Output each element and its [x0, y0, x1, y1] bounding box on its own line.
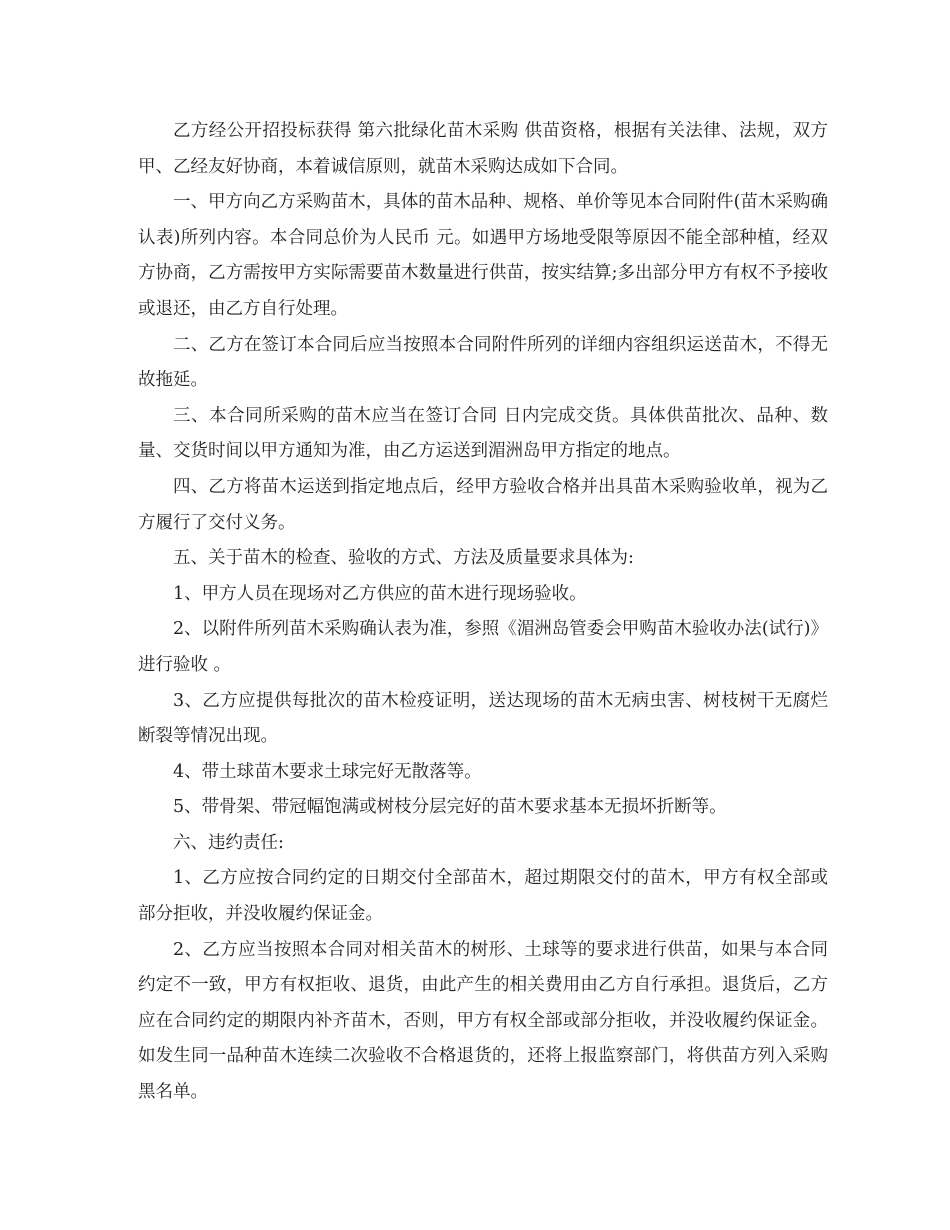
paragraph-clause-1: 一、甲方向乙方采购苗木，具体的苗木品种、规格、单价等见本合同附件(苗木采购确认表)所列内容。本合同总价为人民币 元。如遇甲方场地受限等原因不能全部种植，经双方协商，乙方需按甲方实际需要苗木数量进行供苗，按实结算;多出部分甲方有权不予接收或退还，由乙方自行处理。	[138, 192, 828, 319]
paragraph-clause-5-item-3: 3、乙方应提供每批次的苗木检疫证明，送达现场的苗木无病虫害、树枝树干无腐烂断裂等情况出现。	[138, 690, 828, 747]
contract-body	[138, 114, 828, 1111]
paragraph-clause-6-item-1: 1、乙方应按合同约定的日期交付全部苗木，超过期限交付的苗木，甲方有权全部或部分拒收，并没收履约保证金。	[138, 868, 828, 925]
paragraph-clause-6-heading: 六、违约责任:	[173, 832, 284, 853]
paragraph-clause-5-item-1: 1、甲方人员在现场对乙方供应的苗木进行现场验收。	[173, 583, 587, 604]
paragraph-clause-5-heading: 五、关于苗木的检查、验收的方式、方法及质量要求具体为:	[173, 548, 634, 569]
paragraph-clause-5-item-4: 4、带土球苗木要求土球完好无散落等。	[173, 761, 482, 782]
paragraph-clause-3: 三、本合同所采购的苗木应当在签订合同 日内完成交货。具体供苗批次、品种、数量、交货时间以甲方通知为准，由乙方运送到湄洲岛甲方指定的地点。	[138, 405, 828, 462]
paragraph-clause-4: 四、乙方将苗木运送到指定地点后，经甲方验收合格并出具苗木采购验收单，视为乙方履行了交付义务。	[138, 476, 828, 533]
paragraph-clause-5-item-5: 5、带骨架、带冠幅饱满或树枝分层完好的苗木要求基本无损坏折断等。	[173, 797, 727, 818]
paragraph-clause-6-item-2: 2、乙方应当按照本合同对相关苗木的树形、土球等的要求进行供苗，如果与本合同约定不一致，甲方有权拒收、退货，由此产生的相关费用由乙方自行承担。退货后，乙方应在合同约定的期限内补齐苗木，否则，甲方有权全部或部分拒收，并没收履约保证金。如发生同一品种苗木连续二次验收不合格退货的，还将上报监察部门，将供苗方列入采购黑名单。	[138, 939, 828, 1103]
paragraph-preamble: 乙方经公开招投标获得 第六批绿化苗木采购 供苗资格，根据有关法律、法规，双方甲、乙经友好协商，本着诚信原则，就苗木采购达成如下合同。	[138, 121, 828, 177]
paragraph-clause-5-item-2: 2、以附件所列苗木采购确认表为准，参照《湄洲岛管委会甲购苗木验收办法(试行)》进行验收 。	[138, 619, 828, 675]
paragraph-clause-2: 二、乙方在签订本合同后应当按照本合同附件所列的详细内容组织运送苗木，不得无故拖延。	[138, 334, 828, 391]
